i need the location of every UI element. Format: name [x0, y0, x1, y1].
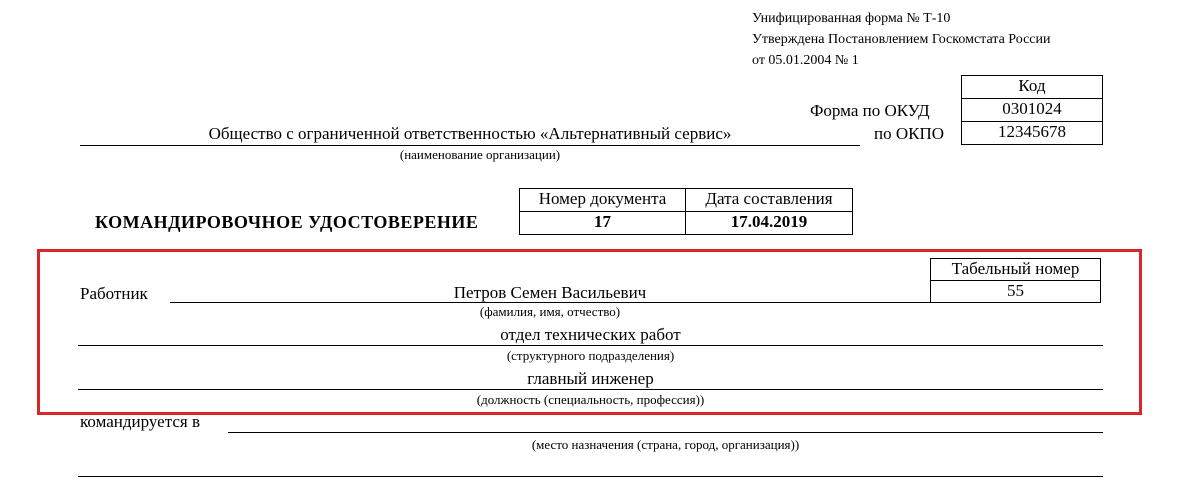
bottom-line [78, 476, 1103, 477]
doc-number-header: Номер документа [519, 188, 686, 212]
destination-label: командируется в [80, 412, 200, 431]
form-header [752, 8, 1051, 71]
approval-line: Утверждена Постановлением Госкомстата России [752, 32, 1051, 47]
organization-name: Общество с ограниченной ответственностью «Альтернативный сервис» [208, 124, 732, 143]
destination-underline [228, 432, 1103, 433]
destination-caption: (место назначения (страна, город, организация)) [531, 437, 800, 452]
organization-caption: (наименование организации) [399, 147, 561, 162]
employee-label: Работник [80, 284, 148, 303]
okud-label: Форма по ОКУД [810, 101, 930, 120]
highlight-frame [37, 249, 1142, 415]
department-caption: (структурного подразделения) [506, 348, 675, 363]
document-title: КОМАНДИРОВОЧНОЕ УДОСТОВЕРЕНИЕ [95, 212, 479, 232]
department-value: отдел технических работ [500, 325, 681, 344]
approval-date-line: от 05.01.2004 № 1 [752, 53, 859, 68]
position-value: главный инженер [527, 369, 654, 388]
okud-value-cell: 0301024 [961, 98, 1103, 122]
doc-date-value: 17.04.2019 [685, 211, 853, 235]
tab-number-header: Табельный номер [930, 258, 1101, 281]
employee-name-caption: (фамилия, имя, отчество) [479, 304, 621, 319]
okpo-value-cell: 12345678 [961, 121, 1103, 145]
form-name-line: Унифицированная форма № Т-10 [752, 11, 951, 26]
employee-name: Петров Семен Васильевич [453, 283, 647, 302]
organization-underline [80, 145, 860, 146]
okpo-label: по ОКПО [874, 124, 945, 143]
doc-date-header: Дата составления [685, 188, 853, 212]
code-header-cell: Код [961, 75, 1103, 99]
position-caption: (должность (специальность, профессия)) [476, 392, 705, 407]
doc-number-value: 17 [519, 211, 686, 235]
tab-number-value: 55 [930, 280, 1101, 303]
